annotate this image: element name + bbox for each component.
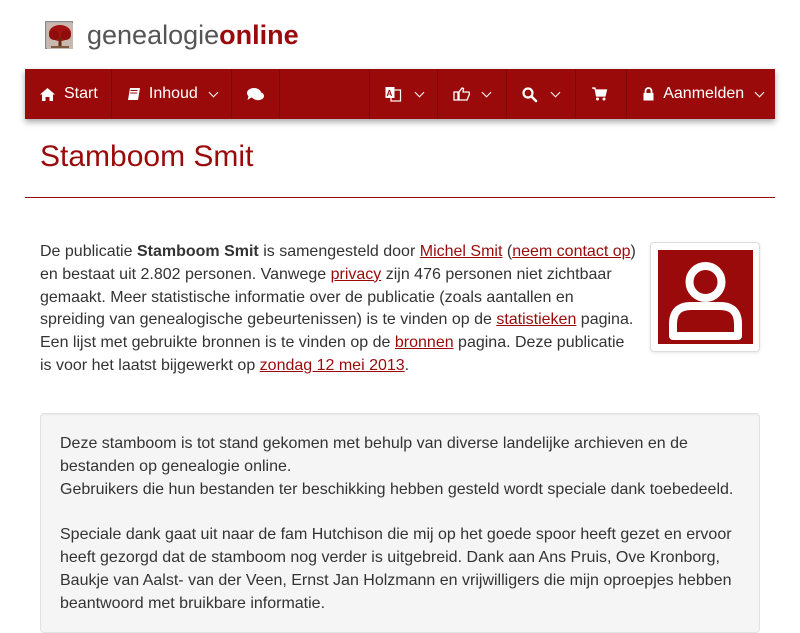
chevron-down-icon xyxy=(414,87,424,97)
chevron-down-icon xyxy=(551,87,561,97)
chevron-down-icon xyxy=(482,87,492,97)
nav-search[interactable] xyxy=(507,69,576,119)
search-icon xyxy=(522,87,537,102)
title-divider xyxy=(25,197,775,198)
share-icon xyxy=(453,87,471,101)
chevron-down-icon xyxy=(755,87,765,97)
lock-icon xyxy=(643,87,654,101)
nav-language[interactable] xyxy=(369,69,439,119)
nav-start[interactable] xyxy=(25,69,112,119)
intro-text: . xyxy=(404,356,410,374)
book-icon xyxy=(127,87,141,101)
acknowledgements-panel xyxy=(40,413,760,633)
publication-intro xyxy=(40,241,640,378)
author-avatar[interactable] xyxy=(650,242,760,352)
svg-text:A: A xyxy=(386,89,392,98)
nav-aanmelden[interactable] xyxy=(627,69,775,119)
intro-text: zijn 476 personen niet zichtbaar gemaakt. Meer statistische informatie over de publicatie (zoals aantallen en spreiding van genealogische gebeurtenissen) is te vinden op de xyxy=(40,265,612,329)
contact-link[interactable]: neem contact op xyxy=(512,243,631,260)
site-logo-text: genealogieonline xyxy=(87,19,299,50)
user-avatar-icon xyxy=(658,250,753,344)
nav-forum[interactable] xyxy=(232,69,280,119)
nav-inhoud-label: Inhoud xyxy=(148,85,198,102)
nav-cart[interactable] xyxy=(576,69,627,119)
cart-icon xyxy=(592,87,607,101)
intro-text: ( xyxy=(502,243,513,260)
last-updated-link[interactable]: zondag 12 mei 2013 xyxy=(259,356,405,374)
statistics-link[interactable]: statistieken xyxy=(496,311,577,329)
main-navbar xyxy=(25,69,775,119)
sources-link[interactable]: bronnen xyxy=(394,334,454,352)
acknowledgement-text: Speciale dank gaat uit naar de fam Hutchison die mij op het goede spoor heeft gezet en ervoor heeft gezorgd dat de stamboom nog verder is uitgebreid. Dank aan Ans Pruis, Ove Kronborg, Baukje van Aalst- van der Veen, Ernst Jan Holzmann en vrijwilligers die mijn oproepjes hebben beantwoord met bruikbare informatie. xyxy=(60,526,732,612)
nav-spacer xyxy=(280,69,369,119)
acknowledgement-text: Gebruikers die hun bestanden ter beschikking hebben gesteld wordt speciale dank toebedeeld. xyxy=(60,480,734,498)
intro-text: is samengesteld door xyxy=(258,243,420,260)
nav-start-label: Start xyxy=(64,85,98,102)
home-icon xyxy=(40,88,55,101)
site-logo[interactable] xyxy=(45,18,299,52)
comments-icon xyxy=(247,88,264,101)
acknowledgement-text: Deze stamboom is tot stand gekomen met behulp van diverse landelijke archieven en de bestanden op genealogie online. xyxy=(60,435,688,475)
nav-share[interactable] xyxy=(438,69,507,119)
page-title: Stamboom Smit xyxy=(40,140,254,173)
intro-text: ) en bestaat uit 2.802 personen. Vanwege xyxy=(40,243,636,283)
privacy-link[interactable]: privacy xyxy=(330,265,382,283)
translate-icon xyxy=(385,86,401,102)
tree-logo-icon xyxy=(45,21,73,49)
nav-inhoud[interactable] xyxy=(112,69,232,119)
paragraph-gap xyxy=(60,501,740,524)
intro-text: pagina. Deze publicatie is voor het laatst bijgewerkt op xyxy=(40,334,625,374)
intro-text: pagina. Een lijst met gebruikte bronnen is te vinden op de xyxy=(40,311,634,352)
author-link[interactable]: Michel Smit xyxy=(419,243,503,260)
publication-name: Stamboom Smit xyxy=(136,243,259,260)
chevron-down-icon xyxy=(208,87,218,97)
intro-text: De publicatie xyxy=(40,243,137,260)
nav-aanmelden-label: Aanmelden xyxy=(663,85,745,102)
